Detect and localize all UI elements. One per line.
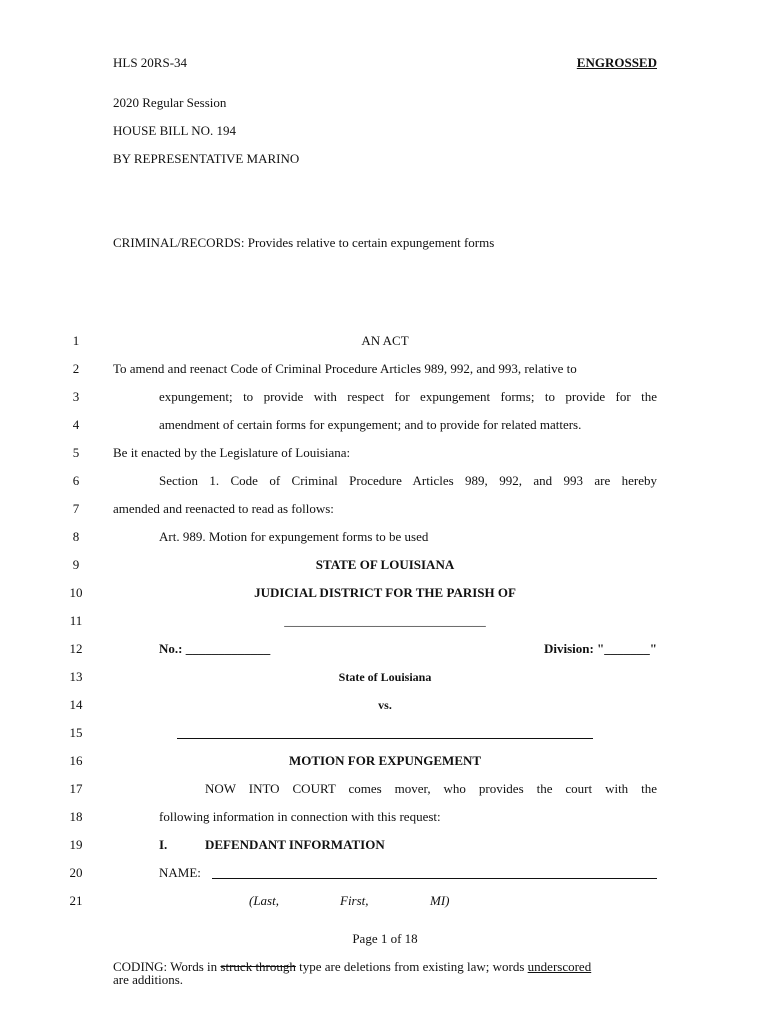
division-field: Division: "_______" <box>543 641 657 656</box>
case-number-field: No.: _____________ <box>159 641 271 656</box>
line-number: 14 <box>69 697 83 712</box>
line-number: 18 <box>69 809 83 824</box>
form-district-heading: JUDICIAL DISTRICT FOR THE PARISH OF <box>254 585 516 600</box>
parish-blank: _______________________________ <box>284 613 486 628</box>
line-number: 7 <box>72 501 80 516</box>
coding-underscored-sample: underscored <box>527 959 592 974</box>
line-number: 6 <box>72 473 80 488</box>
body-line: To amend and reenact Code of Criminal Procedure Articles 989, 992, and 993, relative to <box>113 361 577 376</box>
coding-struck-sample: struck through <box>220 959 296 974</box>
line-number: 12 <box>69 641 83 656</box>
line-number: 15 <box>69 725 83 740</box>
plaintiff-name: State of Louisiana <box>338 670 432 684</box>
name-blank-line <box>212 878 657 879</box>
page-number: Page 1 of 18 <box>352 931 418 946</box>
form-state-heading: STATE OF LOUISIANA <box>315 557 455 572</box>
coding-middle: type are deletions from existing law; words <box>295 959 528 974</box>
session-label: 2020 Regular Session <box>113 95 227 110</box>
defendant-info-heading: DEFENDANT INFORMATION <box>205 837 385 852</box>
line-number: 19 <box>69 837 83 852</box>
act-heading: AN ACT <box>361 333 409 348</box>
coding-note <box>113 960 591 974</box>
line-number: 11 <box>69 613 83 628</box>
line-number: 17 <box>69 781 83 796</box>
name-label: NAME: <box>159 865 201 880</box>
body-line: amended and reenacted to read as follows: <box>113 501 334 516</box>
section-line: Section 1. Code of Criminal Procedure Articles 989, 992, and 993 are hereby <box>159 473 657 488</box>
engrossed-label: ENGROSSED <box>576 55 657 70</box>
motion-title: MOTION FOR EXPUNGEMENT <box>288 753 482 768</box>
line-number: 13 <box>69 669 83 684</box>
coding-note-suffix: are additions. <box>113 972 184 987</box>
line-number: 9 <box>72 557 80 572</box>
line-number: 20 <box>69 865 83 880</box>
defendant-blank-line <box>177 738 593 739</box>
coding-prefix: CODING: Words in <box>113 959 221 974</box>
versus-label: vs. <box>378 698 392 712</box>
author-line: BY REPRESENTATIVE MARINO <box>113 151 300 166</box>
line-number: 21 <box>69 893 83 908</box>
body-line: NOW INTO COURT comes mover, who provides the court with the <box>205 781 657 796</box>
line-number: 1 <box>72 333 80 348</box>
line-number: 8 <box>72 529 80 544</box>
name-hint-last: (Last, <box>249 893 279 908</box>
line-number: 5 <box>72 445 80 460</box>
line-number: 2 <box>72 361 80 376</box>
article-heading: Art. 989. Motion for expungement forms to be used <box>159 529 429 544</box>
line-number: 3 <box>72 389 80 404</box>
digest-line: CRIMINAL/RECORDS: Provides relative to certain expungement forms <box>113 235 495 250</box>
body-line: expungement; to provide with respect for expungement forms; to provide for the <box>159 389 657 404</box>
enacting-clause: Be it enacted by the Legislature of Louisiana: <box>113 445 351 460</box>
bill-number: HOUSE BILL NO. 194 <box>113 123 237 138</box>
body-line: following information in connection with this request: <box>159 809 441 824</box>
section-numeral: I. <box>159 837 168 852</box>
line-number: 10 <box>69 585 83 600</box>
bill-code: HLS 20RS-34 <box>113 55 188 70</box>
line-number: 4 <box>72 417 80 432</box>
name-hint-mi: MI) <box>430 893 450 908</box>
line-number: 16 <box>69 753 83 768</box>
body-line: amendment of certain forms for expungement; and to provide for related matters. <box>159 417 582 432</box>
name-hint-first: First, <box>340 893 369 908</box>
